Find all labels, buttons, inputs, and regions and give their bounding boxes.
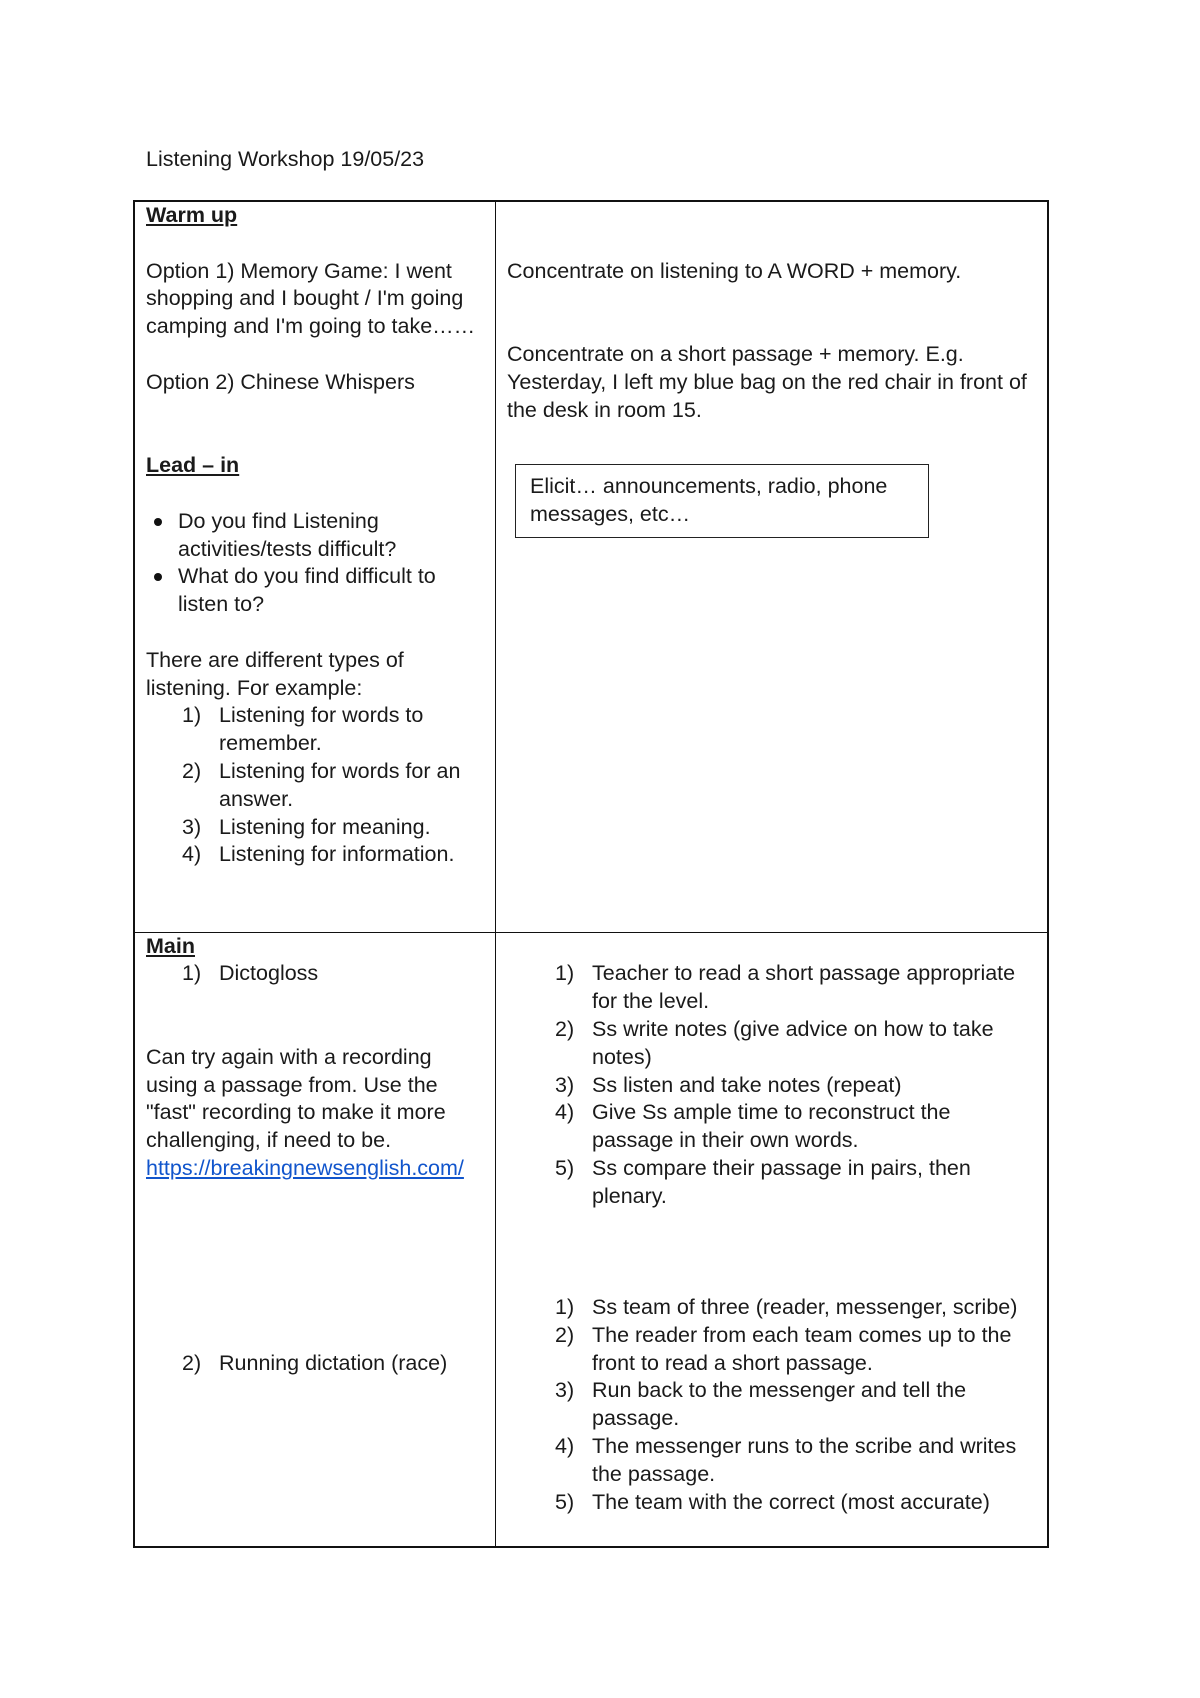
warmup-option-1: Option 1) Memory Game: I went shopping and I bought / I'm going camping and I'm going to take…… — [146, 258, 476, 339]
list-item: 1) Teacher to read a short passage appropriate for the level. — [555, 961, 1016, 1014]
list-item: 2) Running dictation (race) — [182, 1350, 448, 1375]
list-item: 2) Listening for words for an answer. — [182, 758, 461, 811]
leadin-questions — [146, 508, 484, 619]
warmup-heading: Warm up — [146, 203, 238, 227]
warmup-notes-cell — [496, 201, 1049, 932]
list-item: 5) The team with the correct (most accurate) — [555, 1489, 990, 1514]
list-item: What do you find difficult to listen to? — [178, 563, 484, 619]
list-item: 3) Run back to the messenger and tell the passage. — [555, 1378, 967, 1431]
list-item: 3) Ss listen and take notes (repeat) — [555, 1072, 902, 1097]
warmup-note-1: Concentrate on listening to A WORD + memory. — [507, 258, 962, 283]
table-row-warmup — [134, 201, 1048, 932]
list-item: 1) Listening for words to remember. — [182, 703, 424, 756]
listening-types-intro: There are different types of listening. For example: — [146, 647, 404, 700]
list-item: 5) Ss compare their passage in pairs, then plenary. — [555, 1155, 971, 1208]
list-item: 3) Listening for meaning. — [182, 814, 431, 839]
list-item: 4) The messenger runs to the scribe and writes the passage. — [555, 1433, 1017, 1486]
running-dictation-steps — [507, 1294, 1036, 1516]
list-item: Do you find Listening activities/tests difficult? — [178, 508, 484, 564]
warmup-leadin-cell — [134, 201, 496, 932]
lesson-plan-table — [133, 200, 1049, 1548]
list-item: 1) Ss team of three (reader, messenger, scribe) — [555, 1294, 1018, 1319]
list-item: 2) The reader from each team comes up to the front to read a short passage. — [555, 1322, 1012, 1375]
elicit-callout-text: Elicit… announcements, radio, phone messages, etc… — [530, 474, 888, 527]
main-activity-1 — [146, 960, 484, 988]
main-activities-cell — [134, 932, 496, 1547]
elicit-callout-box — [515, 464, 929, 538]
main-heading: Main — [146, 933, 195, 958]
leadin-heading: Lead – in — [146, 453, 240, 478]
breaking-news-english-link[interactable]: https://breakingnewsenglish.com/ — [146, 1155, 464, 1180]
list-item: 4) Listening for information. — [182, 842, 455, 867]
list-item: 2) Ss write notes (give advice on how to take notes) — [555, 1016, 994, 1069]
dictogloss-note: Can try again with a recording using a passage from. Use the "fast" recording to make it more challenging, if need to be. — [146, 1044, 446, 1153]
warmup-option-2: Option 2) Chinese Whispers — [146, 369, 415, 394]
list-item: 1) Dictogloss — [182, 961, 319, 986]
main-steps-cell — [496, 932, 1049, 1547]
listening-types-list — [146, 702, 484, 869]
document-title: Listening Workshop 19/05/23 — [146, 147, 425, 171]
dictogloss-steps — [507, 960, 1036, 1210]
list-item: 4) Give Ss ample time to reconstruct the passage in their own words. — [555, 1100, 951, 1153]
warmup-note-2: Concentrate on a short passage + memory. E.g. Yesterday, I left my blue bag on the red chair in front of the desk in room 15. — [507, 341, 1027, 422]
main-activity-2 — [146, 1350, 484, 1378]
table-row-main — [134, 932, 1048, 1547]
